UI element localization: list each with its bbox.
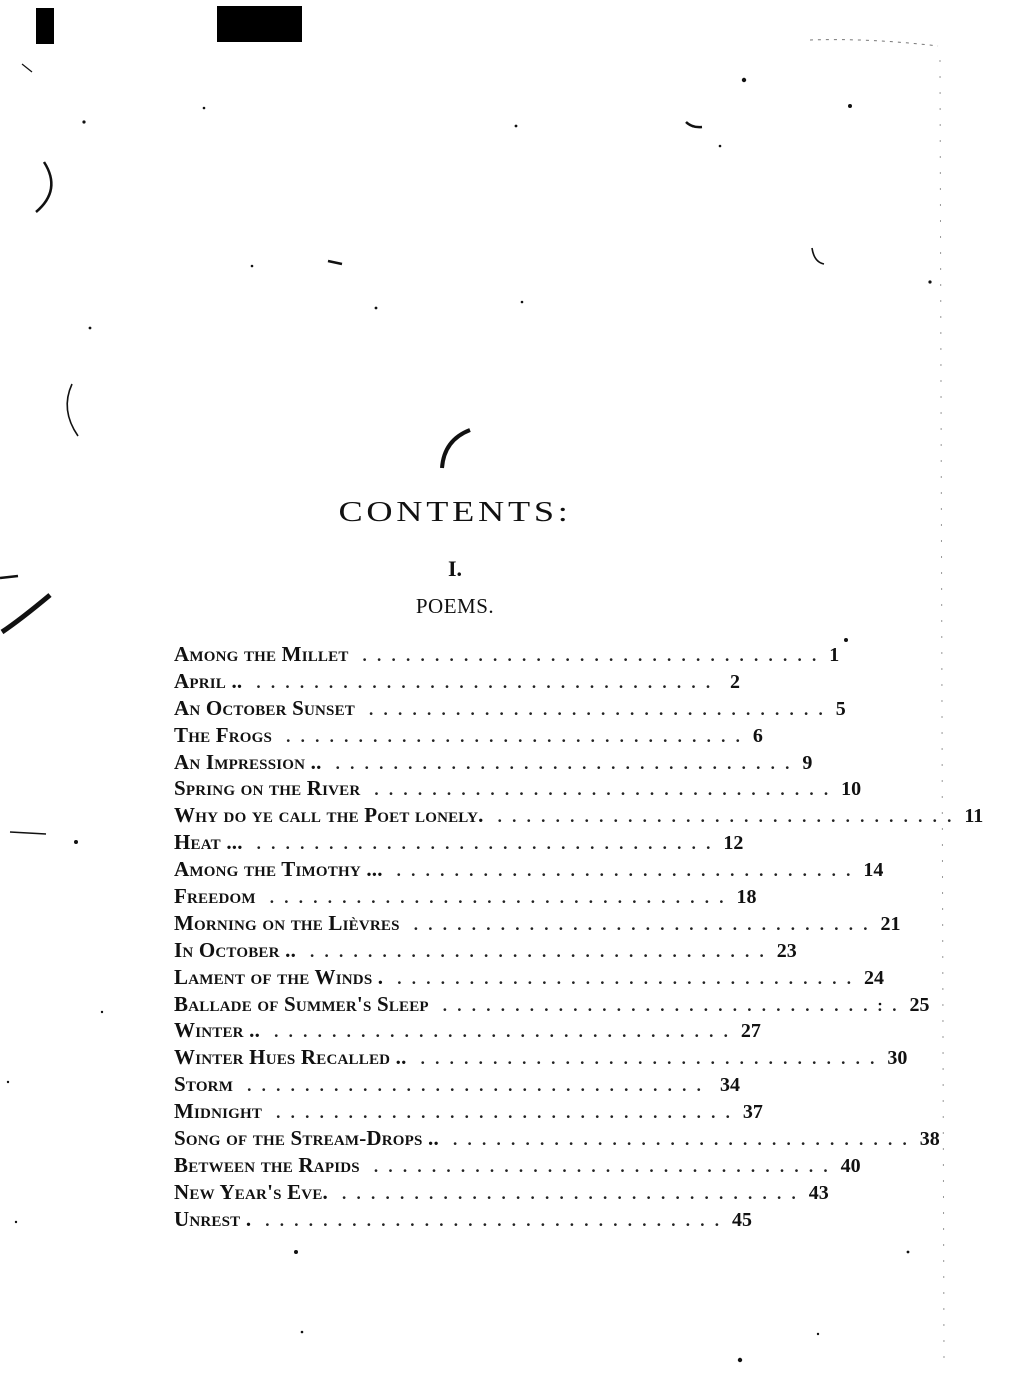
toc-entry-page: 23: [776, 939, 797, 962]
toc-entry: [174, 1044, 908, 1071]
toc-entry-page: 43: [808, 1181, 829, 1204]
toc-entry-page: 38: [919, 1128, 940, 1151]
redaction-block-top: [217, 6, 302, 42]
toc-entry: [174, 1125, 940, 1152]
toc-entry-page: 5: [835, 697, 846, 720]
dot-leader: . . . . . . . . . . . . . . . . . . . . . . . . . . . . . . . .: [442, 995, 900, 1015]
dot-leader: . . . . . . . . . . . . . . . . . . . . . . . . . . . . . . . .: [397, 968, 855, 988]
toc-entry-title: Ballade of Summer's Sleep: [174, 991, 429, 1016]
dot-leader: . . . . . . . . . . . . . . . . . . . . . . . . . . . . . . . .: [256, 834, 714, 854]
toc-entry-title: Storm: [174, 1072, 234, 1097]
dot-leader: . . . . . . . . . . . . . . . . . . . . . . . . . . . . . . . .: [286, 726, 743, 746]
dot-leader: . . . . . . . . . . . . . . . . . . . . . . . . . . . . . . . .: [256, 672, 714, 692]
toc-entry-title: An October Sunset: [174, 695, 356, 720]
redaction-block-left: [36, 8, 54, 44]
toc-entry: [174, 829, 744, 856]
section-numeral: I.: [447, 556, 463, 581]
dot-leader: . . . . . . . . . . . . . . . . . . . . . . . . . . . . . . . .: [452, 1130, 910, 1150]
scan-stroke: [328, 261, 342, 264]
toc-entry-title: Unrest .: [174, 1206, 252, 1231]
dot-leader: . . . . . . . . . . . . . . . . . . . . . . . . . . . . . . . .: [342, 1183, 799, 1203]
toc-entry: [174, 910, 901, 937]
toc-entry-page: 2: [730, 670, 740, 693]
dot-leader: . . . . . . . . . . . . . . . . . . . . . . . . . . . . . . . .: [247, 1076, 704, 1096]
toc-entry: [174, 937, 797, 964]
dot-leader: . . . . . . . . . . . . . . . . . . . . . . . . . . . . . . . .: [276, 1103, 733, 1123]
table-of-contents: [174, 641, 984, 1233]
scan-stroke: [810, 40, 938, 46]
toc-entry-page: 1: [829, 644, 840, 666]
toc-entry-page: 9: [802, 751, 813, 774]
toc-entry-title: The Frogs: [174, 722, 273, 747]
toc-entry-page: 37: [742, 1101, 763, 1124]
toc-entry-title: An Impression ..: [174, 749, 322, 774]
toc-entry-page: 24: [864, 966, 885, 989]
dot-leader: . . . . . . . . . . . . . . . . . . . . . . . . . . . . . . . .: [420, 1049, 878, 1069]
toc-entry-title: Why do ye call the Poet lonely.: [174, 803, 484, 828]
toc-entry: [174, 1206, 753, 1233]
toc-entry-page: 21: [880, 912, 901, 935]
dot-leader: . . . . . . . . . . . . . . . . . . . . . . . . . . . . . . . .: [362, 646, 820, 665]
dot-leader: . . . . . . . . . . . . . . . . . . . . . . . . . . . . . . . .: [265, 1210, 723, 1230]
toc-entry: [174, 749, 813, 776]
toc-entry: [174, 991, 930, 1018]
dot-leader: . . . . . . . . . . . . . . . . . . . . . . . . . . . . . . . .: [310, 941, 767, 961]
contents-title: CONTENTS:: [338, 496, 572, 528]
toc-entry-page: 11: [964, 805, 984, 828]
dot-leader: . . . . . . . . . . . . . . . . . . . . . . . . . . . . . . . .: [269, 888, 727, 908]
toc-entry: [174, 695, 846, 722]
toc-entry: [174, 1098, 763, 1125]
toc-entry: [174, 775, 862, 802]
toc-entry-page: 12: [723, 832, 744, 855]
toc-entry: [174, 802, 984, 829]
dot-leader: . . . . . . . . . . . . . . . . . . . . . . . . . . . . . . . .: [413, 914, 871, 934]
toc-entry-title: Morning on the Lièvres: [174, 910, 400, 935]
toc-entry-title: Freedom: [174, 884, 256, 909]
toc-entry-title: Among the Millet: [174, 642, 349, 666]
dot-leader: . . . . . . . . . . . . . . . . . . . . . . . . . . . . . . . .: [374, 780, 832, 800]
scan-stroke: [36, 162, 51, 212]
scan-stroke: [67, 384, 78, 436]
toc-entry-title: Spring on the River: [174, 776, 361, 801]
scan-stroke: [10, 832, 46, 834]
toc-entry: [174, 641, 840, 668]
scan-stroke: [22, 64, 32, 72]
dot-leader: . . . . . . . . . . . . . . . . . . . . . . . . . . . . . . . .: [369, 699, 826, 719]
toc-entry-title: Winter ..: [174, 1018, 261, 1043]
toc-entry-page: 34: [720, 1074, 740, 1097]
section-title: POEMS.: [415, 594, 495, 618]
toc-entry: [174, 1179, 829, 1206]
toc-entry-title: Winter Hues Recalled ..: [174, 1045, 407, 1070]
toc-entry-title: New Year's Eve.: [174, 1179, 328, 1204]
scan-stroke: [442, 430, 470, 468]
toc-entry-page: 14: [863, 859, 884, 882]
toc-entry-page: 25: [909, 993, 930, 1016]
toc-entry: [174, 883, 757, 910]
toc-entry: [174, 722, 763, 749]
dot-leader: . . . . . . . . . . . . . . . . . . . . . . . . . . . . . . . .: [274, 1022, 731, 1042]
toc-entry: [174, 964, 885, 991]
toc-entry: [174, 1071, 740, 1098]
dot-leader: . . . . . . . . . . . . . . . . . . . . . . . . . . . . . . . .: [373, 1156, 831, 1176]
toc-entry-page: 10: [841, 778, 862, 801]
toc-entry: [174, 1017, 761, 1044]
scan-stroke: [686, 122, 702, 127]
dot-leader: . . . . . . . . . . . . . . . . . . . . . . . . . . . . . . . .: [396, 861, 854, 881]
toc-entry-page: 27: [740, 1020, 761, 1043]
dot-leader: . . . . . . . . . . . . . . . . . . . . . . . . . . . . . . . .: [335, 753, 793, 773]
toc-entry: [174, 856, 884, 883]
toc-entry: [174, 668, 740, 695]
toc-entry-page: 40: [840, 1154, 861, 1177]
toc-entry: [174, 1152, 861, 1179]
toc-entry-title: Song of the Stream-Drops ..: [174, 1126, 439, 1151]
scan-stroke: [940, 60, 944, 1360]
toc-entry-page: 6: [752, 724, 763, 747]
scan-stroke: [812, 248, 824, 264]
toc-entry-title: Midnight: [174, 1099, 263, 1124]
toc-entry-title: Heat ...: [174, 830, 243, 855]
toc-entry-title: Lament of the Winds .: [174, 964, 384, 989]
dot-leader: . . . . . . . . . . . . . . . . . . . . . . . . . . . . . . . .: [497, 807, 955, 827]
toc-entry-page: 18: [736, 886, 757, 909]
toc-entry-title: Between the Rapids: [174, 1152, 360, 1177]
toc-entry-page: 30: [887, 1047, 908, 1070]
toc-entry-page: 45: [732, 1208, 753, 1231]
toc-entry-title: Among the Timothy ...: [174, 857, 383, 882]
toc-entry-title: April ..: [174, 668, 243, 693]
toc-entry-title: In October ..: [174, 937, 297, 962]
